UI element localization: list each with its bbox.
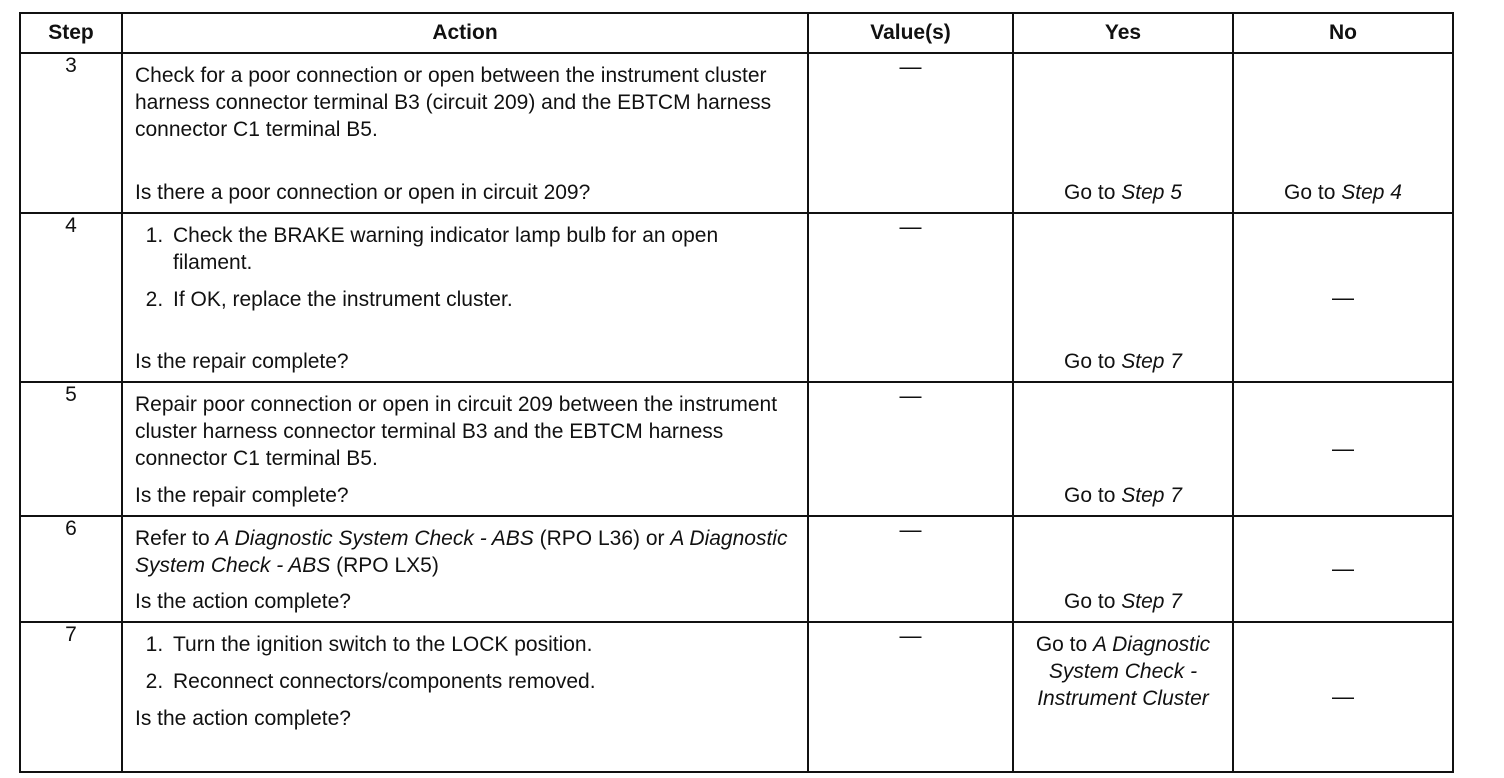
action-item: 2. Reconnect connectors/components removed. [169, 668, 797, 695]
table-row [20, 213, 1453, 382]
no-cell [1233, 213, 1453, 382]
header-values: Value(s) [808, 13, 1013, 53]
step-number: 4 [20, 213, 122, 382]
step-number: 5 [20, 382, 122, 516]
no-link[interactable]: Go to Step 4 [1284, 181, 1402, 204]
step-number: 3 [20, 53, 122, 213]
reference-link[interactable]: A Diagnostic System Check - ABS [215, 527, 534, 550]
no-dash: — [1332, 436, 1354, 461]
no-cell [1233, 53, 1453, 213]
value-cell [808, 53, 1013, 213]
action-cell [122, 516, 808, 622]
yes-link[interactable]: Go to Step 5 [1064, 181, 1182, 204]
action-refer-text: Refer to A Diagnostic System Check - ABS (RPO L36) or A Diagnostic System Check - ABS (RPO LX5) [135, 527, 788, 577]
no-cell [1233, 516, 1453, 622]
diagnostic-table [19, 12, 1454, 773]
header-no: No [1233, 13, 1453, 53]
header-step: Step [20, 13, 122, 53]
no-cell [1233, 622, 1453, 772]
action-text: Check for a poor connection or open between the instrument cluster harness connector terminal B3 (circuit 209) and the EBTCM harness connector C1 terminal B5. [135, 64, 772, 141]
yes-cell [1013, 382, 1233, 516]
no-dash: — [1332, 284, 1354, 310]
question-text: Is the repair complete? [135, 484, 349, 507]
step-number: 7 [20, 622, 122, 772]
step-number: 6 [20, 516, 122, 622]
table-row [20, 382, 1453, 516]
value-dash: — [899, 623, 922, 648]
value-dash: — [899, 383, 922, 408]
yes-cell [1013, 622, 1233, 772]
question-text: Is there a poor connection or open in circuit 209? [135, 181, 591, 204]
action-item: 1. Check the BRAKE warning indicator lamp bulb for an open filament. [169, 222, 797, 276]
action-text: Repair poor connection or open in circuit 209 between the instrument cluster harness connector terminal B3 and the EBTCM harness connector C1 terminal B5. [135, 393, 778, 470]
value-cell [808, 382, 1013, 516]
action-cell [122, 622, 808, 772]
value-cell [808, 622, 1013, 772]
no-dash: — [1332, 556, 1354, 581]
reference-link[interactable]: A Diagnostic System Check - ABS [135, 527, 788, 577]
action-item: 1. Turn the ignition switch to the LOCK position. [169, 631, 797, 658]
no-cell [1233, 382, 1453, 516]
yes-cell [1013, 516, 1233, 622]
value-dash: — [899, 54, 922, 79]
value-cell [808, 516, 1013, 622]
value-dash: — [899, 517, 922, 542]
yes-cell [1013, 213, 1233, 382]
table-row [20, 516, 1453, 622]
action-item: 2. If OK, replace the instrument cluster. [169, 286, 797, 313]
header-row [20, 13, 1453, 53]
yes-link[interactable]: Go to Step 7 [1064, 484, 1182, 507]
action-list [123, 623, 807, 732]
no-dash: — [1332, 684, 1354, 709]
action-list [123, 214, 807, 313]
yes-link[interactable]: Go to Step 7 [1064, 350, 1182, 373]
yes-link[interactable]: Go to A Diagnostic System Check - Instrument Cluster [1035, 633, 1211, 710]
question-text: Is the action complete? [135, 707, 351, 730]
question-text: Is the action complete? [135, 590, 351, 613]
table-row [20, 622, 1453, 772]
action-cell [122, 213, 808, 382]
header-action: Action [122, 13, 808, 53]
header-yes: Yes [1013, 13, 1233, 53]
table-row [20, 53, 1453, 213]
action-cell [122, 53, 808, 213]
yes-link[interactable]: Go to Step 7 [1064, 590, 1182, 613]
action-cell [122, 382, 808, 516]
value-dash: — [899, 214, 922, 239]
question-text: Is the repair complete? [135, 350, 349, 373]
yes-cell [1013, 53, 1233, 213]
value-cell [808, 213, 1013, 382]
